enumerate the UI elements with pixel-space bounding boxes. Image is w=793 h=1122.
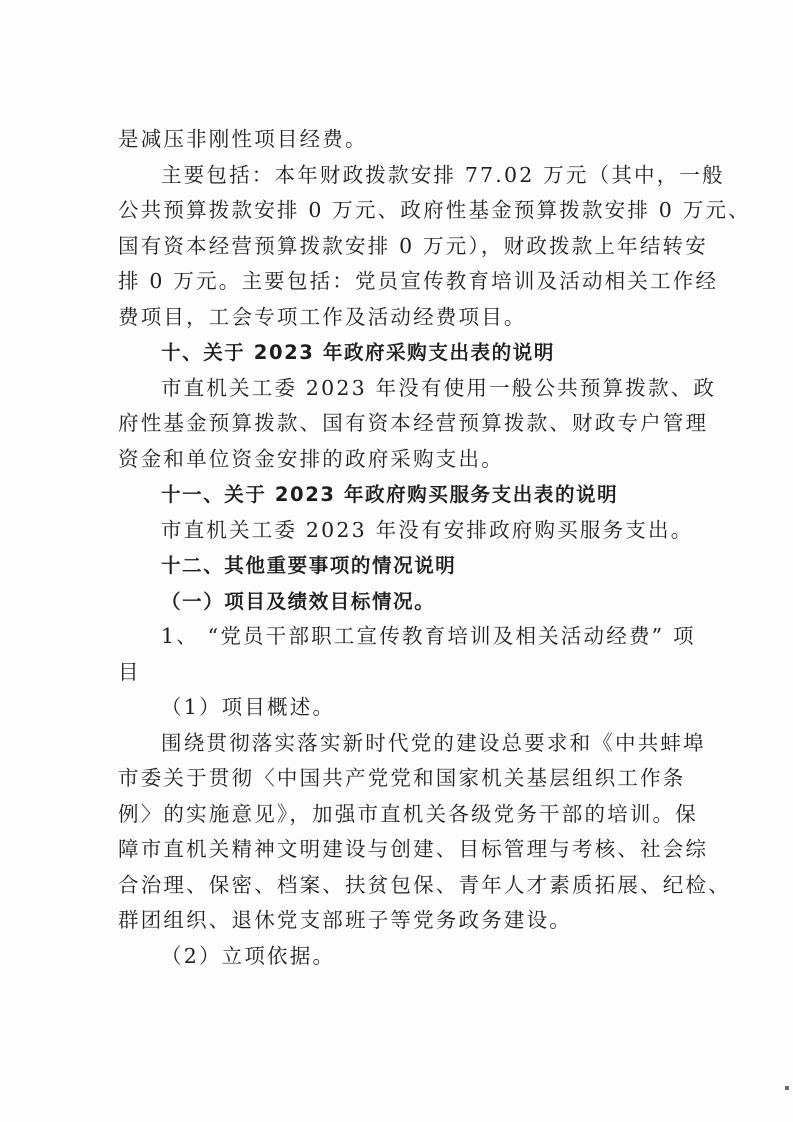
paragraph-line: 国有资本经营预算拨款安排 0 万元），财政拨款上年结转安 bbox=[118, 233, 708, 258]
paragraph-line: 市直机关工委 2023 年没有安排政府购买服务支出。 bbox=[161, 517, 694, 542]
paragraph-line: 是减压非刚性项目经费。 bbox=[118, 127, 368, 151]
paragraph-line: 合治理、保密、档案、扶贫包保、青年人才素质拓展、纪检、 bbox=[118, 872, 731, 897]
paragraph-line: 围绕贯彻落实落实新时代党的建设总要求和《中共蚌埠 bbox=[161, 730, 706, 755]
subsection-heading: （一）项目及绩效目标情况。 bbox=[161, 589, 436, 613]
paragraph-line: 1、 “党员干部职工宣传教育培训及相关活动经费” 项 bbox=[161, 624, 696, 648]
scan-mark bbox=[785, 1086, 789, 1090]
paragraph-line: 市直机关工委 2023 年没有使用一般公共预算拨款、政 bbox=[161, 375, 717, 400]
paragraph-line: 排 0 万元。主要包括：党员宣传教育培训及活动相关工作经 bbox=[118, 269, 719, 293]
section-heading: 十一、关于 2023 年政府购买服务支出表的说明 bbox=[161, 483, 619, 506]
paragraph-line: 群团组织、退休党支部班子等党务政务建设。 bbox=[118, 908, 572, 932]
paragraph-line: 目 bbox=[118, 659, 141, 684]
paragraph-line: 主要包括：本年财政拨款安排 77.02 万元（其中，一般 bbox=[161, 162, 725, 187]
section-heading: 十、关于 2023 年政府采购支出表的说明 bbox=[161, 341, 555, 364]
subsection-heading: （2）立项依据。 bbox=[161, 943, 336, 968]
paragraph-line: 障市直机关精神文明建设与创建、目标管理与考核、社会综 bbox=[118, 837, 709, 861]
paragraph-line: 费项目，工会专项工作及活动经费项目。 bbox=[118, 304, 527, 329]
paragraph-line: 府性基金预算拨款、国有资本经营预算拨款、财政专户管理 bbox=[118, 411, 709, 435]
paragraph-line: 例〉的实施意见》，加强市直机关各级党务干部的培训。保 bbox=[118, 801, 698, 826]
paragraph-line: 市委关于贯彻〈中国共产党党和国家机关基层组织工作条 bbox=[118, 766, 686, 790]
subsection-heading: （1）项目概述。 bbox=[161, 695, 336, 719]
document-body bbox=[118, 122, 751, 974]
section-heading: 十二、其他重要事项的情况说明 bbox=[161, 554, 457, 577]
paragraph-line: 公共预算拨款安排 0 万元、政府性基金预算拨款安排 0 万元、 bbox=[118, 198, 751, 222]
paragraph-line: 资金和单位资金安排的政府采购支出。 bbox=[118, 446, 504, 471]
